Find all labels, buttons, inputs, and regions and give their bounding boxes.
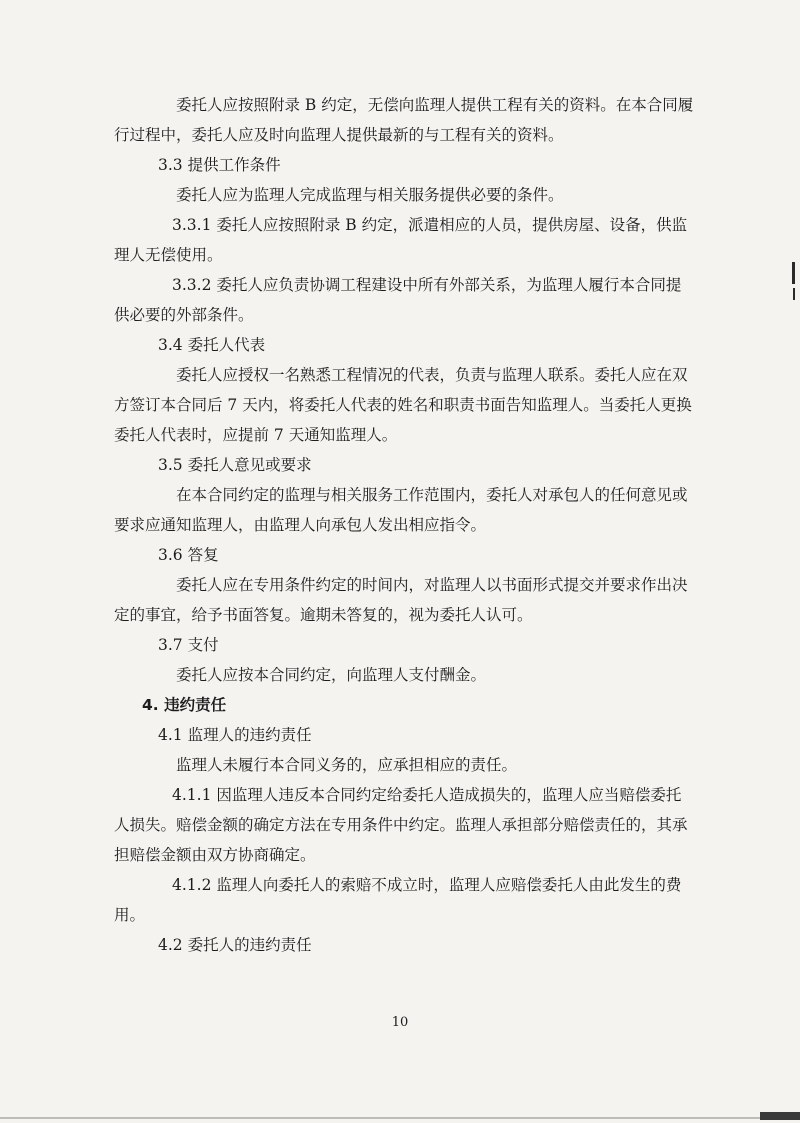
section-heading: 4.1 监理人的违约责任 — [158, 726, 312, 744]
chapter-heading: 4. 违约责任 — [142, 696, 227, 714]
section-heading: 4.2 委托人的违约责任 — [158, 936, 312, 954]
section-heading: 3.7 支付 — [158, 636, 219, 654]
paragraph: 委托人应在专用条件约定的时间内，对监理人以书面形式提交并要求作出决定的事宜，给予书面答复。逾期未答复的，视为委托人认可。 — [114, 576, 688, 624]
scan-corner-mark — [760, 1112, 800, 1120]
paragraph: 委托人应按照附录 B 约定，无偿向监理人提供工程有关的资料。在本合同履行过程中，委托人应及时向监理人提供最新的与工程有关的资料。 — [114, 96, 694, 144]
paragraph: 监理人未履行本合同义务的，应承担相应的责任。 — [176, 756, 518, 774]
clause: 3.3.1 委托人应按照附录 B 约定，派遣相应的人员，提供房屋、设备，供监理人无偿使用。 — [114, 216, 688, 264]
section-heading: 3.5 委托人意见或要求 — [158, 456, 312, 474]
section-heading: 3.4 委托人代表 — [158, 336, 266, 354]
paragraph: 委托人应为监理人完成监理与相关服务提供必要的条件。 — [176, 186, 564, 204]
paragraph: 在本合同约定的监理与相关服务工作范围内，委托人对承包人的任何意见或要求应通知监理人，由监理人向承包人发出相应指令。 — [114, 486, 688, 534]
scan-edge-mark — [793, 288, 795, 300]
clause: 4.1.1 因监理人违反本合同约定给委托人造成损失的，监理人应当赔偿委托人损失。赔偿金额的确定方法在专用条件中约定。监理人承担部分赔偿责任的，其承担赔偿金额由双方协商确定。 — [114, 786, 688, 864]
page-number: 10 — [391, 1015, 409, 1030]
clause: 4.1.2 监理人向委托人的索赔不成立时，监理人应赔偿委托人由此发生的费用。 — [114, 876, 682, 924]
scan-edge-mark — [792, 262, 795, 284]
scan-bottom-edge — [0, 1117, 800, 1119]
document-body — [114, 90, 694, 960]
paragraph: 委托人应按本合同约定，向监理人支付酬金。 — [176, 666, 487, 684]
paragraph: 委托人应授权一名熟悉工程情况的代表，负责与监理人联系。委托人应在双方签订本合同后 7 天内，将委托人代表的姓名和职责书面告知监理人。当委托人更换委托人代表时，应提前 7 天通知监理人。 — [114, 366, 692, 444]
clause: 3.3.2 委托人应负责协调工程建设中所有外部关系，为监理人履行本合同提供必要的外部条件。 — [114, 276, 682, 324]
section-heading: 3.3 提供工作条件 — [158, 156, 281, 174]
section-heading: 3.6 答复 — [158, 546, 219, 564]
